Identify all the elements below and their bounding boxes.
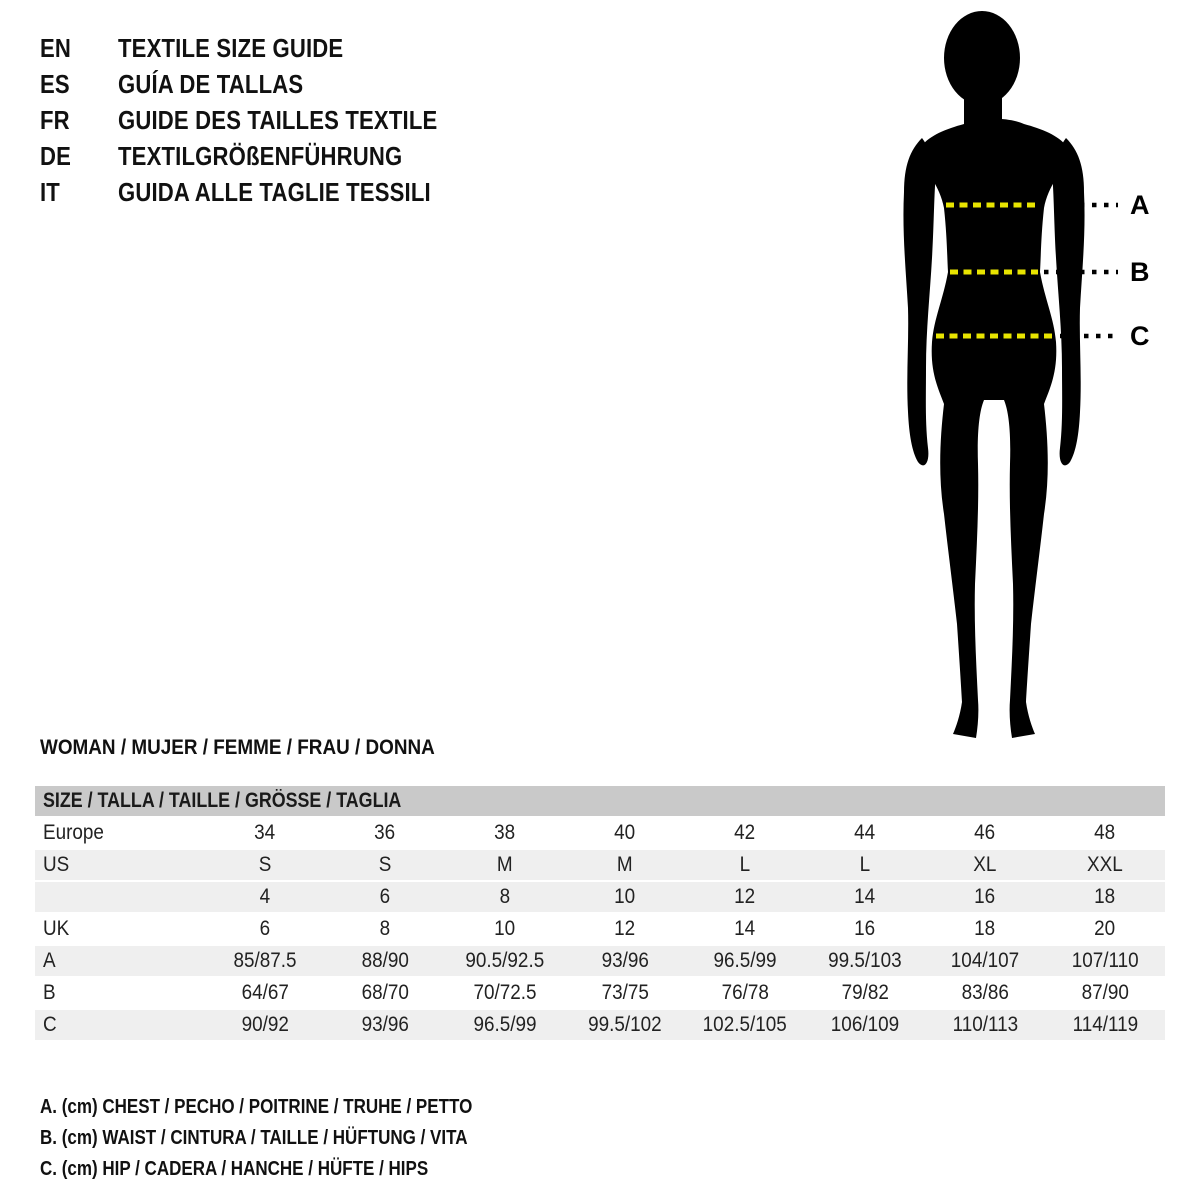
table-cell — [445, 978, 565, 1008]
cell-value: 104/107 — [950, 949, 1020, 972]
table-cell — [565, 850, 685, 880]
table-row — [35, 1010, 1165, 1040]
table-cell — [925, 882, 1045, 912]
cell-value: 6 — [259, 917, 271, 940]
section-title-text: WOMAN / MUJER / FEMME / FRAU / DONNA — [40, 736, 435, 759]
cell-value: 10 — [494, 917, 516, 940]
table-cell — [805, 978, 925, 1008]
table-cell — [925, 978, 1045, 1008]
table-cell — [685, 978, 805, 1008]
table-cell — [325, 946, 445, 976]
cell-value: 87/90 — [1081, 981, 1129, 1004]
cell-value: 34 — [254, 821, 276, 844]
row-label — [35, 978, 205, 1008]
table-cell — [445, 946, 565, 976]
table-cell — [565, 978, 685, 1008]
table-cell — [325, 850, 445, 880]
cell-value: XXL — [1087, 853, 1123, 876]
legend-line-hip — [40, 1154, 549, 1185]
table-cell — [205, 818, 325, 848]
cell-value: L — [859, 853, 871, 876]
table-cell — [685, 882, 805, 912]
cell-value: S — [258, 853, 272, 876]
table-cell — [1045, 818, 1165, 848]
table-cell — [325, 1010, 445, 1040]
cell-value: 64/67 — [241, 981, 289, 1004]
language-row — [40, 102, 494, 138]
cell-value: 12 — [734, 885, 756, 908]
language-title-block — [40, 30, 494, 210]
language-code: EN — [40, 32, 72, 63]
table-cell — [925, 850, 1045, 880]
guide-title-es: GUÍA DE TALLAS — [118, 68, 304, 99]
cell-value: 8 — [499, 885, 511, 908]
left-arm-shape — [903, 138, 936, 465]
table-cell — [565, 1010, 685, 1040]
table-row — [35, 850, 1165, 880]
cell-value: 18 — [1094, 885, 1116, 908]
table-cell — [445, 882, 565, 912]
cell-value: 42 — [734, 821, 756, 844]
row-label — [35, 914, 205, 944]
size-table-header — [35, 786, 1165, 816]
table-cell — [565, 818, 685, 848]
row-label-text: Europe — [43, 821, 104, 844]
table-cell — [685, 818, 805, 848]
table-row — [35, 818, 1165, 848]
measurement-legend — [40, 1092, 549, 1185]
table-cell — [1045, 946, 1165, 976]
cell-value: 8 — [379, 917, 391, 940]
table-cell — [325, 914, 445, 944]
cell-value: 16 — [854, 917, 876, 940]
woman-silhouette-figure — [860, 0, 1200, 760]
cell-value: 79/82 — [841, 981, 889, 1004]
table-cell — [1045, 978, 1165, 1008]
cell-value: 114/119 — [1072, 1013, 1138, 1036]
cell-value: 14 — [854, 885, 876, 908]
table-cell — [685, 1010, 805, 1040]
table-row — [35, 946, 1165, 976]
row-label-text: A — [43, 949, 56, 972]
row-label — [35, 946, 205, 976]
body-shape — [918, 119, 1070, 738]
table-cell — [205, 946, 325, 976]
table-cell — [565, 946, 685, 976]
size-table-header-text: SIZE / TALLA / TAILLE / GRÖSSE / TAGLIA — [43, 789, 402, 812]
row-label-text: B — [43, 981, 56, 1004]
cell-value: 76/78 — [721, 981, 769, 1004]
table-cell — [1045, 1010, 1165, 1040]
legend-text: B. (cm) WAIST / CINTURA / TAILLE / HÜFTUNG / VITA — [40, 1127, 468, 1149]
table-cell — [805, 946, 925, 976]
cell-value: 38 — [494, 821, 516, 844]
cell-value: 70/72.5 — [473, 981, 537, 1004]
table-cell — [1045, 850, 1165, 880]
cell-value: 99.5/103 — [828, 949, 902, 972]
table-cell — [445, 1010, 565, 1040]
cell-value: 83/86 — [961, 981, 1009, 1004]
cell-value: 107/110 — [1071, 949, 1139, 972]
cell-value: 68/70 — [361, 981, 409, 1004]
row-label-text: US — [43, 853, 70, 876]
language-row — [40, 66, 494, 102]
cell-value: 46 — [974, 821, 996, 844]
cell-value: 96.5/99 — [713, 949, 777, 972]
table-cell — [925, 818, 1045, 848]
row-label — [35, 882, 205, 912]
cell-value: 90/92 — [241, 1013, 289, 1036]
table-cell — [205, 850, 325, 880]
table-cell — [205, 882, 325, 912]
cell-value: 20 — [1094, 917, 1116, 940]
measure-label-b: B — [1130, 257, 1150, 287]
table-cell — [205, 914, 325, 944]
table-cell — [445, 818, 565, 848]
cell-value: M — [617, 853, 633, 876]
table-row — [35, 978, 1165, 1008]
cell-value: 85/87.5 — [233, 949, 297, 972]
table-cell — [445, 914, 565, 944]
cell-value: XL — [973, 853, 997, 876]
legend-text: C. (cm) HIP / CADERA / HANCHE / HÜFTE / HIPS — [40, 1158, 429, 1180]
cell-value: 16 — [974, 885, 996, 908]
cell-value: 4 — [259, 885, 271, 908]
table-cell — [805, 850, 925, 880]
table-cell — [685, 914, 805, 944]
table-cell — [325, 978, 445, 1008]
language-code: FR — [40, 104, 70, 135]
language-row — [40, 174, 494, 210]
cell-value: 44 — [854, 821, 876, 844]
legend-line-waist — [40, 1123, 549, 1154]
legend-text: A. (cm) CHEST / PECHO / POITRINE / TRUHE / PETTO — [40, 1096, 473, 1118]
language-code: IT — [40, 176, 60, 207]
cell-value: 106/109 — [830, 1013, 900, 1036]
table-cell — [565, 914, 685, 944]
table-row — [35, 914, 1165, 944]
table-cell — [565, 882, 685, 912]
cell-value: L — [739, 853, 751, 876]
table-cell — [205, 978, 325, 1008]
cell-value: 14 — [734, 917, 756, 940]
measure-label-c: C — [1130, 321, 1150, 351]
row-label — [35, 1010, 205, 1040]
cell-value: 10 — [614, 885, 636, 908]
table-cell — [925, 946, 1045, 976]
guide-title-it: GUIDA ALLE TAGLIE TESSILI — [118, 176, 431, 207]
right-arm-shape — [1052, 138, 1085, 465]
cell-value: M — [497, 853, 513, 876]
table-cell — [1045, 914, 1165, 944]
language-code: ES — [40, 68, 70, 99]
table-cell — [325, 882, 445, 912]
cell-value: 6 — [379, 885, 391, 908]
language-code: DE — [40, 140, 72, 171]
cell-value: 110/113 — [952, 1013, 1018, 1036]
table-cell — [805, 882, 925, 912]
cell-value: 96.5/99 — [473, 1013, 537, 1036]
cell-value: 90.5/92.5 — [465, 949, 545, 972]
table-row — [35, 882, 1165, 912]
cell-value: 40 — [614, 821, 636, 844]
table-cell — [805, 914, 925, 944]
cell-value: 36 — [374, 821, 396, 844]
row-label-text: C — [43, 1013, 57, 1036]
language-row — [40, 30, 494, 66]
table-cell — [325, 818, 445, 848]
cell-value: 73/75 — [601, 981, 649, 1004]
section-title-woman — [40, 736, 479, 760]
cell-value: 93/96 — [361, 1013, 409, 1036]
cell-value: 102.5/105 — [702, 1013, 788, 1036]
cell-value: 48 — [1094, 821, 1116, 844]
row-label-text: UK — [43, 917, 70, 940]
table-cell — [925, 914, 1045, 944]
cell-value: 99.5/102 — [588, 1013, 662, 1036]
cell-value: S — [378, 853, 392, 876]
language-row — [40, 138, 494, 174]
cell-value: 12 — [614, 917, 636, 940]
table-cell — [205, 1010, 325, 1040]
table-cell — [685, 850, 805, 880]
table-cell — [805, 818, 925, 848]
size-table — [35, 786, 1165, 1042]
cell-value: 88/90 — [361, 949, 409, 972]
legend-line-chest — [40, 1092, 549, 1123]
measure-label-a: A — [1130, 190, 1150, 220]
row-label — [35, 818, 205, 848]
cell-value: 93/96 — [601, 949, 649, 972]
guide-title-en: TEXTILE SIZE GUIDE — [118, 32, 344, 63]
guide-title-de: TEXTILGRÖßENFÜHRUNG — [118, 140, 403, 171]
table-cell — [805, 1010, 925, 1040]
table-cell — [1045, 882, 1165, 912]
row-label — [35, 850, 205, 880]
table-cell — [925, 1010, 1045, 1040]
size-table-body — [35, 818, 1165, 1040]
cell-value: 18 — [974, 917, 996, 940]
table-cell — [445, 850, 565, 880]
guide-title-fr: GUIDE DES TAILLES TEXTILE — [118, 104, 438, 135]
table-cell — [685, 946, 805, 976]
